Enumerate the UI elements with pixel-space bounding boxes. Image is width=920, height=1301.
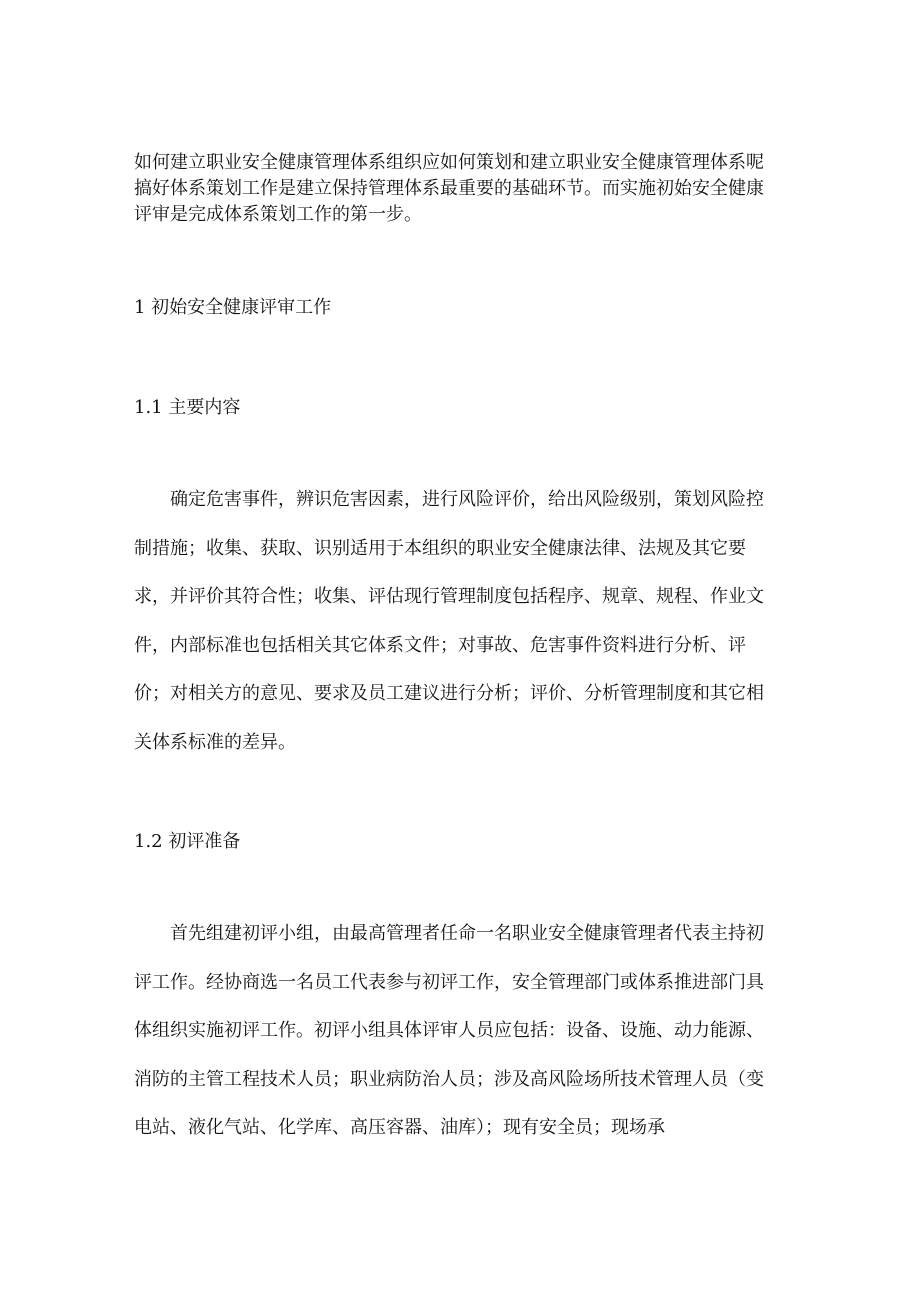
section-1-heading: 1 初始安全健康评审工作 bbox=[134, 297, 332, 318]
section-1-2-paragraph: 首先组建初评小组，由最高管理者任命一名职业安全健康管理者代表主持初评工作。经协商选一名员工代表参与初评工作，安全管理部门或体系推进部门具体组织实施初评工作。初评小组具体评审人员应包括：设备、设施、动力能源、消防的主管工程技术人员；职业病防治人员；涉及高风险场所技术管理人员（变电站、液化气站、化学库、高压容器、油库）；现有安全员；现场承 bbox=[134, 923, 764, 1139]
section-1-2-heading: 1.2 初评准备 bbox=[134, 831, 241, 852]
section-1-1-paragraph: 确定危害事件，辨识危害因素，进行风险评价，给出风险级别，策划风险控制措施；收集、获取、识别适用于本组织的职业安全健康法律、法规及其它要求，并评价其符合性；收集、评估现行管理制度包括程序、规章、规程、作业文件，内部标准也包括相关其它体系文件；对事故、危害事件资料进行分析、评价；对相关方的意见、要求及员工建议进行分析；评价、分析管理制度和其它相关体系标准的差异。 bbox=[134, 489, 764, 753]
section-1-1-heading: 1.1 主要内容 bbox=[134, 397, 241, 418]
intro-paragraph: 如何建立职业安全健康管理体系组织应如何策划和建立职业安全健康管理体系呢搞好体系策划工作是建立保持管理体系最重要的基础环节。而实施初始安全健康评审是完成体系策划工作的第一步。 bbox=[134, 152, 764, 225]
